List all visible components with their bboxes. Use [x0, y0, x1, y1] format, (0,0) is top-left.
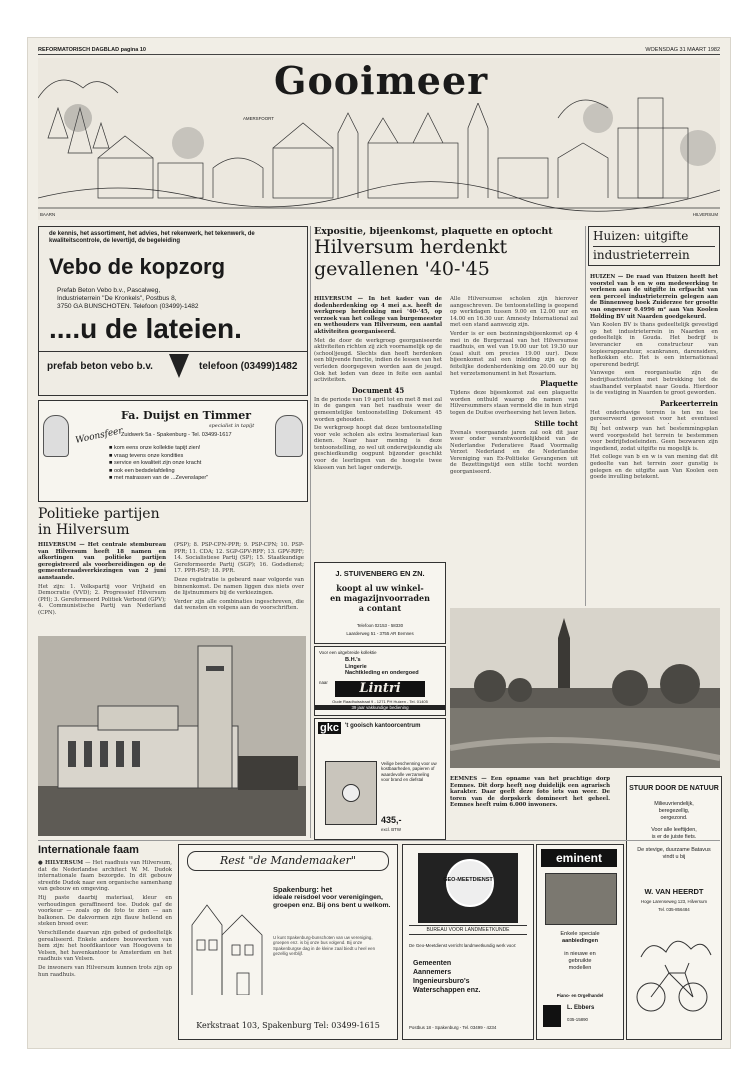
geo-line: De Geo-Meetdienst verricht landmeetkundig werk voor: [409, 943, 517, 948]
section-rule [38, 840, 720, 841]
eminent-logo: eminent [541, 849, 617, 867]
stuur-line: vindt u bij [662, 853, 686, 860]
header-rule [38, 54, 720, 55]
bullet-text: ook een bedsdelafdeling [113, 467, 175, 474]
bullet-item: ■ met matrassen van de ...Zevenslaper" [109, 475, 209, 482]
stuivenberg-line: en magazijnvoorraden [330, 593, 430, 603]
eminent-line: gebruikte [568, 958, 592, 964]
stuur-lines [627, 801, 721, 861]
duijst-bullets [109, 445, 208, 483]
expo-article [314, 226, 584, 280]
stuivenberg-pitch [315, 583, 445, 613]
eminent-owner: L. Ebbers [567, 1005, 595, 1011]
batavus-ad [626, 776, 722, 1040]
intl-head: Internationale faam [38, 844, 139, 856]
duijst-sub: specialist in tapijt [209, 423, 255, 429]
gkc-price-note: excl. BTW [381, 827, 402, 832]
expo-sub-1: Document 45 [351, 385, 405, 395]
piano-icon [543, 1005, 561, 1027]
duijst-ad [38, 400, 308, 502]
stuivenberg-addr: Laarderweg 51 - 3755 AR Eemnes [346, 631, 414, 636]
gkc-logo: gkc [320, 722, 339, 734]
expo-headline-1: Hilversum herdenkt [314, 236, 508, 258]
politiek-article [38, 506, 306, 538]
stuur-tel: Tel. 035-856484 [658, 907, 690, 912]
huizen-body: HUIZEN — De raad van Huizen heeft het voorstel van b en w om medewerking te verlenen aan de uitgifte in erfpacht van een perceel industrieterrein gelegen aan de Binnenweg hoek Zuiderzee ter grootte van ongeveer 0.4996 m² aan Van Koolen Holding BV uit Naarden goedgekeurd. Van Koolen BV is thans gedeeltelijk gevestigd op het industrieterrein in Naarden en gedeeltelijk in Gouda. Het bedrijf is leverancier en constructeur van kopieerapparatuur, scankranen, darensiders, hefkokken etc. Het is een internationaal opererend bedrijf. Vanwege een reorganisatie zijn de bedrijfsactiviteiten met betrekking tot de staalhandel verplaatst naar Gouda. Hierdoor is de vestiging in Naarden te groot geworden. Parkeerterrein Het onderhavige terrein is ten nu toe gereserveerd geweest voor het eventueel [590, 274, 718, 423]
geo-client: Waterschappen enz. [413, 987, 481, 994]
vebo-headline: Vebo de kopzorg [49, 254, 226, 279]
duijst-address: Zuidwerk 5a - Spakenburg - Tel. 03499-1617 [121, 432, 232, 438]
huizen-head-2: industrieterrein [593, 246, 715, 263]
organ-image [545, 873, 617, 925]
eemnes-photo [450, 608, 720, 768]
rest-details: U kunt Spakenburg-bunschoten van uw vereniging, groepen enz. is bij onze bus volgend. Bij onze Spakenburgse dag in de kleine zaal biedt u heel een gezellig verblijf. [273, 935, 376, 957]
vebo-address [57, 287, 199, 311]
page-header-left: REFORMATORISCH DAGBLAD pagina 10 [38, 47, 146, 53]
stuivenberg-line: a contant [358, 603, 402, 613]
huizen-head-1: Huizen: uitgifte [593, 229, 689, 243]
intl-body: ● HILVERSUM — Het raadhuis van Hilversum, dat de Nederlandse architect W. M. Dudok internationale faam bezorgde. In dit gebouw streefde Dudok naar een organische samenhang van gebouw en omgeving. Hij paste daarbij materiaal, kleur en verhoudingen geraffineerd toe. Dudok gaf de voorkeur — zoals op de foto te zien — aan balkonen. De dakvormen zijn flauw hellend en steken breed over. Verschillende daarvan zijn gebed of gedeeltelijk gerealiseerd. Enkele andere bouwwerken van hem zijn: het hoofdkantoor van Hoogovens te Velsen, het havenkantoor te Amsterdam en het raadhuis van Velsen. De inwoners van Hilversum kunnen trots zijn op hun raadhuis. [38, 860, 172, 978]
vebo-divider [39, 351, 307, 352]
eminent-line: in nieuwe en [564, 951, 596, 957]
safe-dial-icon [342, 784, 360, 802]
gkc-ad [314, 718, 446, 840]
geo-ad [402, 844, 534, 1040]
gkc-bullet: Veilige beschenning voor uw kostbaarheden, papieren of waardevolle verzameling voor brand en diefstal [381, 761, 437, 783]
bicycle-icon [631, 927, 717, 1027]
bullet-item: ■ vraag tevens onze kondities [109, 452, 184, 459]
rest-building-image [187, 885, 267, 995]
lintri-ad [314, 646, 446, 716]
bullet-text: kom eens onze kollektie tapijt zien! [113, 445, 201, 451]
globe-icon [446, 859, 494, 907]
stuur-line: Voor alle leeftijden, [651, 827, 697, 834]
geo-client: Ingenieursburo's [413, 978, 470, 985]
eminent-ad [536, 844, 624, 1040]
newspaper-page [28, 38, 730, 1048]
politiek-head-1: Politieke partijen [38, 506, 160, 522]
rest-sketch [187, 885, 267, 995]
expo-kicker: Expositie, bijeenkomst, plaquette en optocht [314, 226, 553, 237]
lintri-addr: Oude Raadhuisstraat 9 - 1271 PH Huizen - Tel. 01405 [332, 699, 428, 704]
lintri-top: Voor een uitgebreide kollektie [319, 650, 377, 655]
geo-addr: Postbus 18 - Spakenburg - Tel. 03499 - 4234 [409, 1025, 497, 1030]
rest-addr: Kerkstraat 103, Spakenburg Tel: 03499-1615 [196, 1021, 380, 1030]
vebo-phone: telefoon (03499)1482 [199, 361, 298, 372]
duijst-swirl: Woonsfeer [74, 426, 124, 446]
geo-banner: BUREAU VOOR LANDMEETKUNDE [409, 925, 527, 935]
rest-tag: ideale reisdoel voor verenigingen, groepen enz. Bij ons bent u welkom. [273, 894, 391, 909]
vebo-intro: de kennis, het assortiment, het advies, het rekenwerk, het tekenwerk, de kwaliteitscontrole, de levertijd, de begeleiding [49, 231, 255, 244]
raadhuis-photo [38, 636, 306, 836]
eminent-line: Enkele speciale [560, 931, 600, 937]
stuur-addr: Hoge Larenseweg 123, Hilversum [640, 899, 708, 904]
eminent-text [537, 931, 623, 972]
geo-logo [418, 853, 518, 923]
geo-client: Gemeenten [413, 960, 452, 967]
eminent-phone: 035-15890 [567, 1017, 588, 1022]
gkc-name: 't gooisch kantoorcentrum [345, 723, 421, 729]
expo-headline-2: gevallenen '40-'45 [314, 258, 490, 280]
eemnes-caption: EEMNES — Een opname van het prachtige dorp Eemnes. Dit dorp heeft nog duidelijk een agrarisch karakter. Daar geeft deze foto iets van weer. De toren van de dorpskerk domineert het geheel. Eemnes heeft ruim 6.000 inwoners. [450, 776, 610, 809]
eminent-shop: Piano- en Orgelhandel [556, 993, 604, 998]
politiek-col-2: (PSP); 8. PSP-CPN-PPR; 9. PSP-CPN; 10. PSP-PPR; 11. CDA; 12. SGP-GPV-RPF; 13. GPV-RPF; 14. Socialistiese Partij (SP); 15. Staatkundige Gereformeerde Partij (SGP); 16. Godsdienst; 17. PPR-PSP; 18. PPR. Deze registratie is gebeurd naar volgorde van binnenkomst. De namen liggen dus niets over de lijstnummers bij de verkiezingen. Verder zijn alle combinaties ingeschreven, die dat wensten en volgens aan de voorschriften. [174, 542, 304, 612]
vebo-ad [38, 226, 308, 396]
bullet-text: service en kwaliteit zijn onze kracht [113, 460, 202, 467]
man-figure-icon [275, 415, 303, 457]
eemnes-image [450, 608, 720, 768]
stuur-line: is er de juiste fiets. [651, 834, 697, 841]
bullet-item: ■ service en kwaliteit zijn onze kracht [109, 460, 202, 467]
rest-name: Rest "de Mandemaaker" [187, 851, 389, 871]
safe-icon [325, 761, 377, 825]
huizen-body-2: Bij het ontwerp van het bestemmingsplan werd voorgesteld het terrein te bestemmen voor bedrijfsdoeleinden. Geen bezwaren zijn ingediend, zodat uitgifte nu mogelijk is. Het college van b en w is van mening dat dit gedeelte van het terrein zeer gunstig is gelegen en de uitgifte aan Van Koolen een goede invulling betekent. [590, 426, 718, 481]
label-hilversum: HILVERSUM [692, 211, 718, 217]
lintri-items [345, 657, 419, 677]
lintri-item: Nachtkleding en ondergoed [345, 670, 419, 677]
page-header-right: WOENSDAG 31 MAART 1982 [645, 47, 720, 53]
bullet-text: vraag tevens onze kondities [113, 452, 184, 459]
bullet-item: ■ ook een bedsdelafdeling [109, 467, 175, 474]
lintri-sub: 39 jaar vakkundige bediening [315, 705, 445, 710]
expo-col-1: HILVERSUM — In het kader van de dodenherdenking op 4 mei a.s. heeft de werkgroep herdenking mei '40-'45, op verzoek van het college van burgemeester en wethouders van Hilversum, een aantal aktiviteiten georganiseerd. Met de door de werkgroep georganiseerde aktiviteiten richten zij zich voornamelijk op de (school)jeugd. Slechts dan heeft herdenken een blijvende functie, indien de lessen van het verleden doorgegeven worden aan de jeugd. Ook het leden van deze in feite een aantal activiteiten. Document 45 In de periode van 19 april tot en met 8 mei zal in de gangen van het raadhuis weer de gemeentelijke tentoonstelling Dokument 45 worden gehouden. De werkgroep hoopt dat deze tentoonstelling voor vele scholen als extra lesmateriaal kan dienen. Naar haar mening is deze tentoonstelling, zo wel uit onderwijskundig als geschiedkundig oogpunt bijzonder geschikt voor de leerlingen van de hoogste twee klassen van het lager onderwijs. [314, 296, 442, 471]
geo-clients [413, 959, 480, 995]
vebo-logo-icon [169, 354, 189, 378]
stuur-line: oergezond. [660, 814, 688, 821]
lintri-item: B.H.'s [345, 657, 361, 663]
bullet-text: met matrassen van de ...Zevenslaper" [113, 475, 209, 482]
expo-lead: HILVERSUM — In het kader van de dodenherdenking op 4 mei a.s. heeft de werkgroep herdenking mei '40-'45, op verzoek van het college van burgemeester en wethouders van Hilversum, een aantal aktiviteiten georganiseerd. [314, 296, 442, 335]
stuur-head: STUUR DOOR DE NATUUR [629, 785, 719, 792]
lintri-logo: Lintri [335, 681, 425, 697]
column-rule [310, 226, 311, 838]
stuur-line: Milieuvriendelijk, [654, 801, 694, 807]
lintri-naar: naar [319, 680, 328, 685]
stuivenberg-name: J. STUIVENBERG EN ZN. [335, 569, 425, 578]
geo-ring: GEO-MEETDIENST [443, 877, 493, 883]
eminent-line: modellen [568, 965, 592, 971]
stuur-line: De stevige, duurzame Batavus [637, 846, 711, 853]
expo-col-2: Alle Hilversumse scholen zijn hierover aangeschreven. De tentoonstelling is geopend op werkdagen tussen 9.00 en 12.00 uur en 14.00 en 16.30 uur. Amnesty International zal met een stand aanwezig zijn. Verder is er een bezinningsbijeenkomst op 4 mei in de Burgerzaal van het Hilversumse raadhuis, en wel van 19.00 uur tot 19.30 uur (zaal sluit om precies 19.00 uur). Deze bijeenkomst zal een inleiding zijn op de feitelijke dodenherdenking om 20.00 uur bij het verzetsmonument in het Rosarium. Plaquette Tijdens deze bijeenkomst zal een plaquette worden onthuld waarop de namen van Hilversummers staan vermeld die in hun strijd tegen de Duitse overheersing het leven lieten. Stille tocht Evenals voorgaande jaren zal ook dit jaar weer onder verantwoordelijkheid van de Nederlandse Federatieve Raad Voormalig Verzet Nederland en de Nederlandse Vereniging van Ex-Politieke Gevangenen uit de Bezettingstijd een stille tocht worden georganiseerd. [450, 296, 578, 476]
stuivenberg-line: koopt al uw winkel- [336, 583, 424, 593]
politiek-col-1: HILVERSUM — Het centrale stembureau van Hilversum heeft 18 namen en afkortingen van politieke partijen geregistreerd als voorbereidingen op de gemeenteraadsverkiezingen van 2 juni aanstaande. Het zijn: 1. Volkspartij voor Vrijheid en Democratie (VVD); 2. Progressief Hilversum (PH); 3. Gereformeerd Politiek Verbond (GPV); 4. Communistische Partij van Nederland (CPN). [38, 542, 166, 616]
expo-sub-3: Stille tocht [534, 418, 578, 428]
stuivenberg-ad [314, 562, 446, 644]
mandemaaker-ad [178, 844, 398, 1040]
huizen-head-box [588, 226, 720, 266]
lintri-item: Lingerie [345, 663, 367, 670]
huizen-sub: Parkeerterrein [659, 398, 718, 408]
stuur-name: W. VAN HEERDT [644, 887, 704, 896]
masthead-title: Gooimeer [266, 58, 496, 103]
raadhuis-image [38, 636, 306, 836]
label-amersfoort: AMERSFOORT [243, 116, 274, 121]
vebo-address-line: Industrieterrein "De Kronkels", Postbus 8, [57, 295, 177, 302]
eminent-line: aanbiedingen [561, 938, 599, 944]
rest-town: Spakenburg: het [273, 885, 333, 894]
column-rule [585, 226, 586, 606]
stuur-line: beregezellig, [658, 807, 690, 814]
duijst-name: Fa. Duijst en Timmer [121, 409, 252, 422]
stuivenberg-tel: Telefoon 02153 - 58330 [356, 623, 404, 628]
politiek-head-2: in Hilversum [38, 522, 130, 538]
geo-client: Aannemers [413, 969, 452, 976]
expo-sub-2: Plaquette [540, 379, 578, 389]
masthead-illustration [38, 58, 720, 220]
bicycle-sketch [631, 927, 717, 1027]
vebo-brand: prefab beton vebo b.v. [47, 361, 153, 372]
woman-figure-icon [43, 415, 69, 457]
vebo-address-line: Prefab Beton Vebo b.v., Pascalweg, [57, 287, 161, 294]
bullet-item: ■ kom eens onze kollektie tapijt zien! [109, 445, 201, 451]
label-baarn: BAARN [40, 211, 56, 217]
gkc-price: 435,- [381, 815, 402, 825]
vebo-slogan: ....u de lateien. [49, 313, 242, 344]
vebo-address-line: 3750 GA BUNSCHOTEN. Telefoon (03499)-1482 [57, 303, 199, 310]
